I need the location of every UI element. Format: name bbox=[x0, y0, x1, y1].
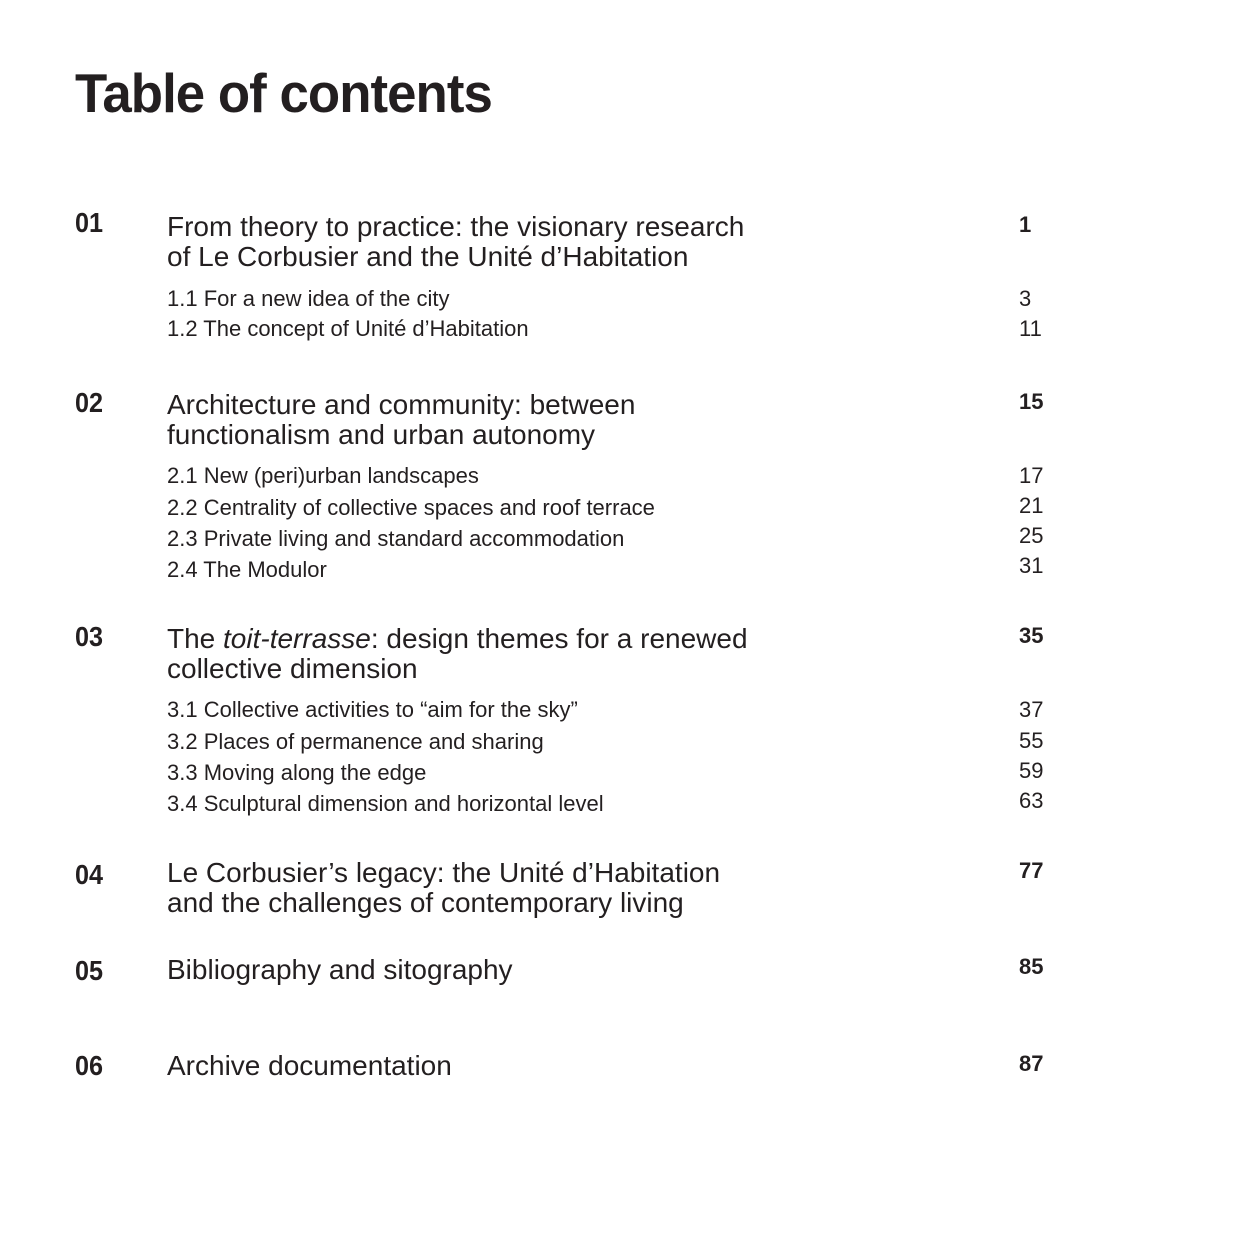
section-page-3-2: 55 bbox=[1019, 728, 1044, 753]
chapter-title-line: From theory to practice: the visionary research bbox=[167, 211, 745, 242]
chapter-title-05[interactable] bbox=[167, 955, 867, 985]
chapter-page-05: 85 bbox=[1019, 954, 1044, 979]
chapter-page-03: 35 bbox=[1019, 623, 1044, 648]
section-page-2-1: 17 bbox=[1019, 463, 1044, 488]
chapter-number-02: 02 bbox=[75, 387, 104, 418]
chapter-title-06[interactable] bbox=[167, 1051, 867, 1081]
chapter-page-02: 15 bbox=[1019, 389, 1044, 414]
section-1-2[interactable]: 1.2 The concept of Unité d’Habitation bbox=[167, 316, 529, 341]
chapter-title-line: Bibliography and sitography bbox=[167, 954, 513, 985]
section-page-1-2: 11 bbox=[1019, 316, 1042, 341]
chapter-title-line: Archive documentation bbox=[167, 1050, 452, 1081]
chapter-title-line: functionalism and urban autonomy bbox=[167, 419, 596, 450]
section-2-1[interactable]: 2.1 New (peri)urban landscapes bbox=[167, 463, 479, 488]
section-page-3-4: 63 bbox=[1019, 788, 1044, 813]
section-page-3-1: 37 bbox=[1019, 697, 1044, 722]
section-page-3-3: 59 bbox=[1019, 758, 1044, 783]
chapter-number-05: 05 bbox=[75, 955, 104, 986]
section-3-3[interactable]: 3.3 Moving along the edge bbox=[167, 760, 427, 785]
section-3-1[interactable]: 3.1 Collective activities to “aim for the sky” bbox=[167, 697, 578, 722]
section-2-3[interactable]: 2.3 Private living and standard accommodation bbox=[167, 526, 625, 551]
chapter-title-line bbox=[167, 624, 867, 654]
chapter-number-04: 04 bbox=[75, 859, 104, 890]
section-page-2-3: 25 bbox=[1019, 523, 1044, 548]
chapter-page-06: 87 bbox=[1019, 1051, 1044, 1076]
chapter-title-line: Architecture and community: between bbox=[167, 389, 636, 420]
chapter-title-text: The bbox=[167, 623, 224, 654]
chapter-title-line: and the challenges of contemporary living bbox=[167, 887, 684, 918]
chapter-title-04[interactable] bbox=[167, 858, 867, 918]
chapter-title-03[interactable] bbox=[167, 624, 867, 684]
chapter-title-line: collective dimension bbox=[167, 653, 418, 684]
chapter-title-02[interactable] bbox=[167, 390, 867, 450]
chapter-number-06: 06 bbox=[75, 1050, 104, 1081]
chapter-title-line: Le Corbusier’s legacy: the Unité d’Habitation bbox=[167, 857, 721, 888]
section-page-2-2: 21 bbox=[1019, 493, 1044, 518]
chapter-title-line: of Le Corbusier and the Unité d’Habitation bbox=[167, 241, 689, 272]
section-3-2[interactable]: 3.2 Places of permanence and sharing bbox=[167, 729, 544, 754]
chapter-number-01: 01 bbox=[75, 207, 104, 238]
section-2-2[interactable]: 2.2 Centrality of collective spaces and roof terrace bbox=[167, 495, 655, 520]
section-1-1[interactable]: 1.1 For a new idea of the city bbox=[167, 286, 450, 311]
chapter-title-italic: toit-terrasse bbox=[223, 623, 371, 654]
chapter-page-01: 1 bbox=[1019, 212, 1032, 237]
section-3-4[interactable]: 3.4 Sculptural dimension and horizontal level bbox=[167, 791, 604, 816]
chapter-title-text: : design themes for a renewed bbox=[370, 623, 748, 654]
chapter-title-01[interactable] bbox=[167, 212, 867, 272]
chapter-page-04: 77 bbox=[1019, 858, 1044, 883]
section-2-4[interactable]: 2.4 The Modulor bbox=[167, 557, 327, 582]
page-title: Table of contents bbox=[75, 62, 492, 124]
chapter-number-03: 03 bbox=[75, 621, 104, 652]
section-page-2-4: 31 bbox=[1019, 553, 1044, 578]
section-page-1-1: 3 bbox=[1019, 286, 1032, 311]
